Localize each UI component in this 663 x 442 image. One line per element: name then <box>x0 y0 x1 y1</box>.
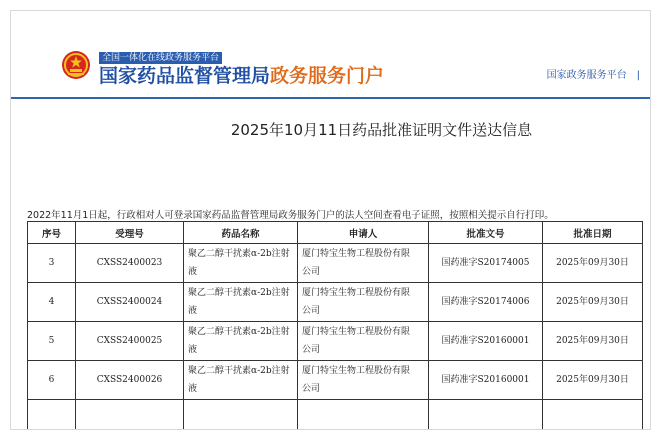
cell-empty <box>28 400 76 431</box>
cell-approval-date: 2025年09月30日 <box>543 361 643 400</box>
cell-approval-date: 2025年09月30日 <box>543 283 643 322</box>
cell-applicant <box>298 283 429 322</box>
applicant-line-1: 厦门特宝生物工程股份有限 <box>302 366 411 376</box>
applicant-line-1: 厦门特宝生物工程股份有限 <box>302 249 411 259</box>
cell-drug-name <box>184 244 298 283</box>
cell-approval-date: 2025年09月30日 <box>543 244 643 283</box>
cell-accept-no: CXSS2400024 <box>76 283 184 322</box>
table-row <box>28 361 643 400</box>
drug-name-line-1: 聚乙二醇干扰素α-2b注射 <box>188 327 290 337</box>
cell-drug-name <box>184 283 298 322</box>
drug-name-line-2: 液 <box>188 345 198 355</box>
table-row <box>28 322 643 361</box>
table-header-row <box>28 222 643 244</box>
cell-empty <box>298 400 429 431</box>
cell-approval-no: 国药准字S20160001 <box>429 322 543 361</box>
drug-name-line-1: 聚乙二醇干扰素α-2b注射 <box>188 366 290 376</box>
applicant-line-1: 厦门特宝生物工程股份有限 <box>302 327 411 337</box>
page-title: 2025年10月11日药品批准证明文件送达信息 <box>230 121 533 139</box>
column-header-no: 序号 <box>28 222 76 244</box>
applicant-line-2: 公司 <box>302 345 321 355</box>
table-row <box>28 283 643 322</box>
cell-empty <box>543 400 643 431</box>
cell-applicant <box>298 322 429 361</box>
drug-name-line-2: 液 <box>188 267 198 277</box>
cell-approval-date: 2025年09月30日 <box>543 322 643 361</box>
site-logo-title[interactable] <box>99 64 384 88</box>
cell-drug-name <box>184 322 298 361</box>
column-header-applicant: 申请人 <box>298 222 429 244</box>
brand-subtitle: 全国一体化在线政务服务平台 <box>99 52 222 64</box>
cell-accept-no: CXSS2400026 <box>76 361 184 400</box>
national-portal-link-label[interactable]: 国家政务服务平台 <box>546 70 627 81</box>
brand-title-portal: 政务服务门户 <box>270 65 385 87</box>
approval-table <box>27 221 643 430</box>
cell-no: 3 <box>28 244 76 283</box>
drug-name-line-2: 液 <box>188 306 198 316</box>
table-row <box>28 244 643 283</box>
cell-applicant <box>298 361 429 400</box>
notice-text: 2022年11月1日起，行政相对人可登录国家药品监督管理局政务服务门户的法人空间查看电子证照，按照相关提示自行打印。 <box>27 210 554 221</box>
cell-approval-no: 国药准字S20174006 <box>429 283 543 322</box>
national-emblem-icon <box>61 50 91 80</box>
cell-applicant <box>298 244 429 283</box>
cell-approval-no: 国药准字S20174005 <box>429 244 543 283</box>
applicant-line-2: 公司 <box>302 267 321 277</box>
column-header-drug-name: 药品名称 <box>184 222 298 244</box>
cell-approval-no: 国药准字S20160001 <box>429 361 543 400</box>
column-header-accept-no: 受理号 <box>76 222 184 244</box>
national-portal-link[interactable] <box>547 66 640 81</box>
cell-no: 5 <box>28 322 76 361</box>
nav-separator: | <box>636 70 640 81</box>
cell-empty <box>429 400 543 431</box>
applicant-line-1: 厦门特宝生物工程股份有限 <box>302 288 411 298</box>
cell-accept-no: CXSS2400023 <box>76 244 184 283</box>
cell-empty <box>76 400 184 431</box>
applicant-line-2: 公司 <box>302 384 321 394</box>
drug-name-line-2: 液 <box>188 384 198 394</box>
cell-no: 6 <box>28 361 76 400</box>
drug-name-line-1: 聚乙二醇干扰素α-2b注射 <box>188 288 290 298</box>
cell-accept-no: CXSS2400025 <box>76 322 184 361</box>
cell-drug-name <box>184 361 298 400</box>
table-row-partial <box>28 400 643 431</box>
brand-title-main: 国家药品监督管理局 <box>99 65 271 87</box>
browser-page <box>10 10 651 430</box>
cell-no: 4 <box>28 283 76 322</box>
site-header <box>11 11 650 99</box>
column-header-approval-date: 批准日期 <box>543 222 643 244</box>
applicant-line-2: 公司 <box>302 306 321 316</box>
drug-name-line-1: 聚乙二醇干扰素α-2b注射 <box>188 249 290 259</box>
cell-empty <box>184 400 298 431</box>
column-header-approval-no: 批准文号 <box>429 222 543 244</box>
